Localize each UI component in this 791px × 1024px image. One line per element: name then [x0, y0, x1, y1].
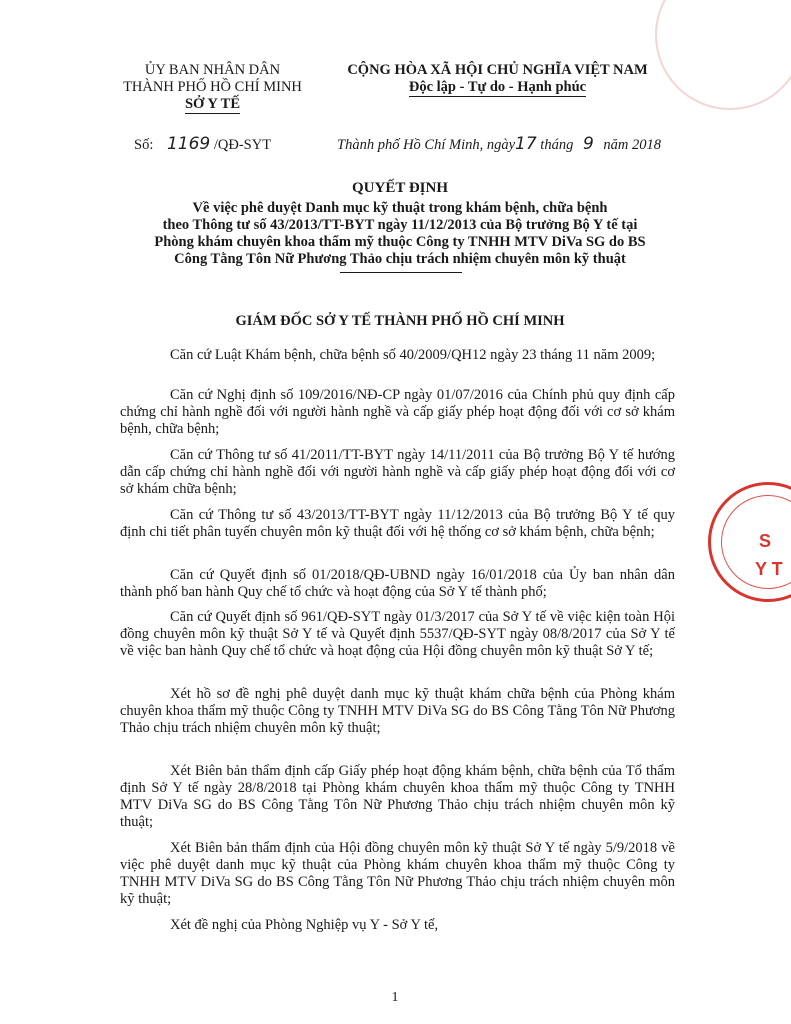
faint-stamp-top [655, 0, 791, 110]
red-seal-stamp [708, 482, 791, 602]
paragraph-5: Căn cứ Quyết định số 01/2018/QĐ-UBND ngày 16/01/2018 của Ủy ban nhân dân thành phố ban hành Quy chế tổ chức và hoạt động của Sở Y tế thành phố; [120, 567, 675, 600]
number-suffix: /QĐ-SYT [213, 137, 272, 153]
paragraph-2: Căn cứ Nghị định số 109/2016/NĐ-CP ngày 01/07/2016 của Chính phủ quy định cấp chứng chỉ hành nghề đối với người hành nghề và cấp giấy phép hoạt động đối với cơ sở khám bệnh, chữa bệnh; [120, 387, 675, 437]
issuer-line-2: THÀNH PHỐ HỒ CHÍ MINH [123, 79, 302, 95]
issuer-department: SỞ Y TẾ [184, 96, 241, 112]
country-name: CỘNG HÒA XÃ HỘI CHỦ NGHĨA VIỆT NAM [347, 62, 648, 78]
paragraph-10: Xét đề nghị của Phòng Nghiệp vụ Y - Sở Y tế, [170, 917, 439, 933]
paragraph-8: Xét Biên bản thẩm định cấp Giấy phép hoạt động khám bệnh, chữa bệnh của Tổ thẩm định Sở Y tế ngày 28/8/2018 tại Phòng khám chuyên khoa thẩm mỹ thuộc Công ty TNHH MTV DiVa SG do BS Công Tằng Tôn Nữ Phương Thảo chịu trách nhiệm chuyên môn kỹ thuật; [120, 763, 675, 830]
stamp-text-left: S [759, 531, 772, 551]
paragraph-6: Căn cứ Quyết định số 961/QĐ-SYT ngày 01/3/2017 của Sở Y tế về việc kiện toàn Hội đồng chuyên môn kỹ thuật Sở Y tế và Quyết định 5537/QĐ-SYT ngày 08/8/2017 của Sở Y tế về việc ban hành Quy chế tổ chức và hoạt động của Hội đồng chuyên môn kỹ thuật Sở Y tế; [120, 609, 675, 659]
issuing-authority: GIÁM ĐỐC SỞ Y TẾ THÀNH PHỐ HỒ CHÍ MINH [235, 313, 565, 329]
motto: Độc lập - Tự do - Hạnh phúc [408, 79, 587, 95]
paragraph-3: Căn cứ Thông tư số 41/2011/TT-BYT ngày 14/11/2011 của Bộ trưởng Bộ Y tế hướng dẫn cấp chứng chỉ hành nghề đối với người hành nghề và cấp giấy phép hoạt động đối với cơ sở khám chữa bệnh; [120, 447, 675, 497]
date-part-3: năm 2018 [603, 137, 662, 153]
subject-line-3: Phòng khám chuyên khoa thẩm mỹ thuộc Công ty TNHH MTV DiVa SG do BS [154, 234, 646, 250]
document-number [134, 136, 304, 154]
page-number: 1 [391, 990, 399, 1005]
paragraph-4: Căn cứ Thông tư số 43/2013/TT-BYT ngày 11/12/2013 của Bộ trưởng Bộ Y tế quy định chi tiết phân tuyến chuyên môn kỹ thuật đối với hệ thống cơ sở khám bệnh, chữa bệnh; [120, 507, 675, 540]
issuer-block [115, 62, 310, 114]
issuer-line-1: ỦY BAN NHÂN DÂN [144, 62, 281, 78]
date-part-1: Thành phố Hồ Chí Minh, ngày [337, 137, 516, 153]
document-subject [100, 200, 700, 268]
paragraph-1: Căn cứ Luật Khám bệnh, chữa bệnh số 40/2009/QH12 ngày 23 tháng 11 năm 2009; [170, 347, 656, 363]
paragraph-7: Xét hồ sơ đề nghị phê duyệt danh mục kỹ thuật khám chữa bệnh của Phòng khám chuyên khoa thẩm mỹ thuộc Công ty TNHH MTV DiVa SG do BS Công Tằng Tôn Nữ Phương Thảo chịu trách nhiệm chuyên môn kỹ thuật; [120, 686, 675, 736]
date-part-2: tháng [540, 137, 574, 153]
stamp-text-bottom: Y T [755, 559, 783, 579]
number-prefix: Số: [134, 137, 154, 153]
national-motto-block [335, 62, 660, 97]
date-month: 9 [582, 134, 594, 154]
date-day: 17 [515, 134, 537, 154]
paragraph-9: Xét Biên bản thẩm định của Hội đồng chuyên môn kỹ thuật Sở Y tế ngày 5/9/2018 về việc phê duyệt danh mục kỹ thuật của Phòng khám chuyên khoa thẩm mỹ thuộc Công ty TNHH MTV DiVa SG do BS Công Tằng Tôn Nữ Phương Thảo chịu trách nhiệm chuyên môn kỹ thuật; [120, 840, 675, 907]
number-handwritten: 1169 [166, 134, 211, 154]
document-date [337, 136, 682, 154]
subject-line-1: Về việc phê duyệt Danh mục kỹ thuật trong khám bệnh, chữa bệnh [192, 200, 608, 216]
subject-divider [340, 272, 462, 273]
subject-line-4: Công Tằng Tôn Nữ Phương Thảo chịu trách nhiệm chuyên môn kỹ thuật [174, 251, 626, 267]
document-title: QUYẾT ĐỊNH [352, 180, 448, 196]
subject-line-2: theo Thông tư số 43/2013/TT-BYT ngày 11/12/2013 của Bộ trưởng Bộ Y tế tại [162, 217, 638, 233]
